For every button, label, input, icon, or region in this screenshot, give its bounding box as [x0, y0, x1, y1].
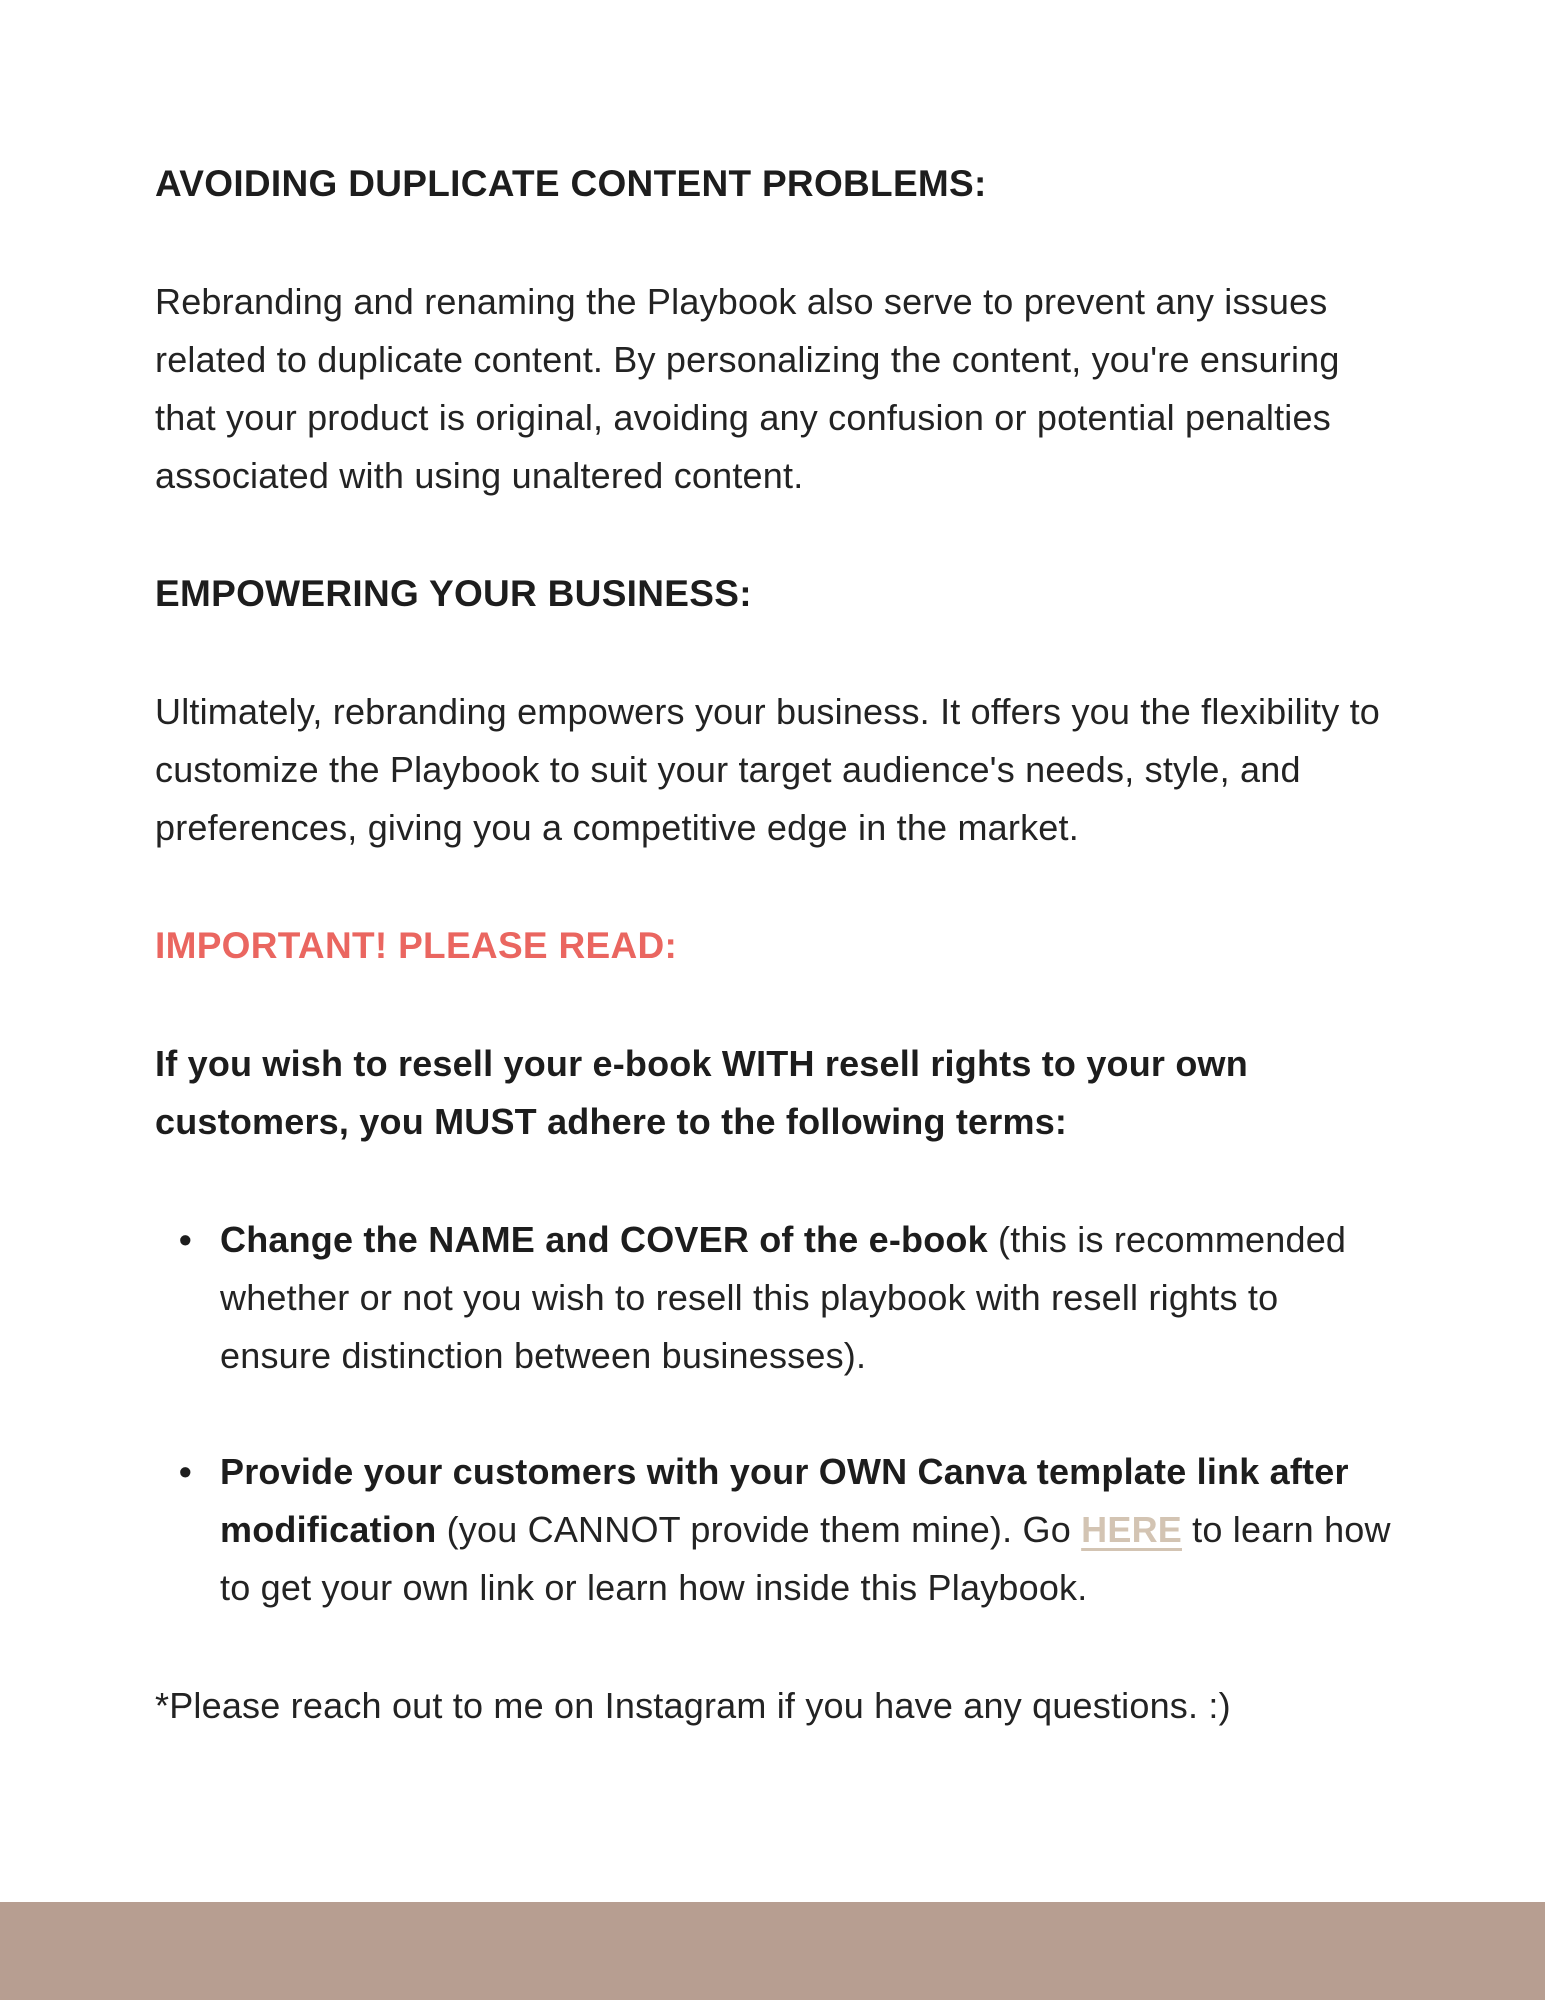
section-heading-empowering-your-business: EMPOWERING YOUR BUSINESS:: [155, 573, 752, 614]
bullet-1-regular-text: (this is recommended whether or not you wish to resell this playbook with resell rights to ensure distinction between businesses).: [220, 1219, 1347, 1376]
instagram-note: *Please reach out to me on Instagram if you have any questions. :): [155, 1685, 1231, 1726]
bullet-2-bold-text: Provide your customers with your OWN Canva template link after modification: [220, 1451, 1349, 1550]
section-heading-important-please-read: IMPORTANT! PLEASE READ:: [155, 925, 678, 966]
terms-bullet-list: [155, 1211, 1395, 1617]
here-link[interactable]: HERE: [1081, 1509, 1182, 1550]
bullet-1-bold-text: Change the NAME and COVER of the e-book: [220, 1219, 988, 1260]
bullet-2-regular-text-after-link: to learn how to get your own link or learn how inside this Playbook.: [220, 1509, 1391, 1608]
bullet-icon: •: [179, 1219, 192, 1260]
section-heading-avoiding-duplicate-content: AVOIDING DUPLICATE CONTENT PROBLEMS:: [155, 163, 987, 204]
page-content: [155, 155, 1395, 1795]
paragraph-resell-terms-intro: If you wish to resell your e-book WITH resell rights to your own customers, you MUST adhere to the following terms:: [155, 1043, 1248, 1142]
bullet-icon: •: [179, 1451, 192, 1492]
bullet-2-regular-text-before-link: (you CANNOT provide them mine). Go: [436, 1509, 1082, 1550]
footer-color-bar: [0, 1902, 1545, 2000]
paragraph-empowering-business: Ultimately, rebranding empowers your business. It offers you the flexibility to customize the Playbook to suit your target audience's needs, style, and preferences, giving you a competitive edge in the market.: [155, 691, 1381, 848]
list-item: [155, 1443, 1395, 1617]
paragraph-duplicate-content: Rebranding and renaming the Playbook also serve to prevent any issues related to duplicate content. By personalizing the content, you're ensuring that your product is original, avoiding any confusion or potential penalties associated with using unaltered content.: [155, 281, 1340, 496]
list-item: [155, 1211, 1395, 1385]
